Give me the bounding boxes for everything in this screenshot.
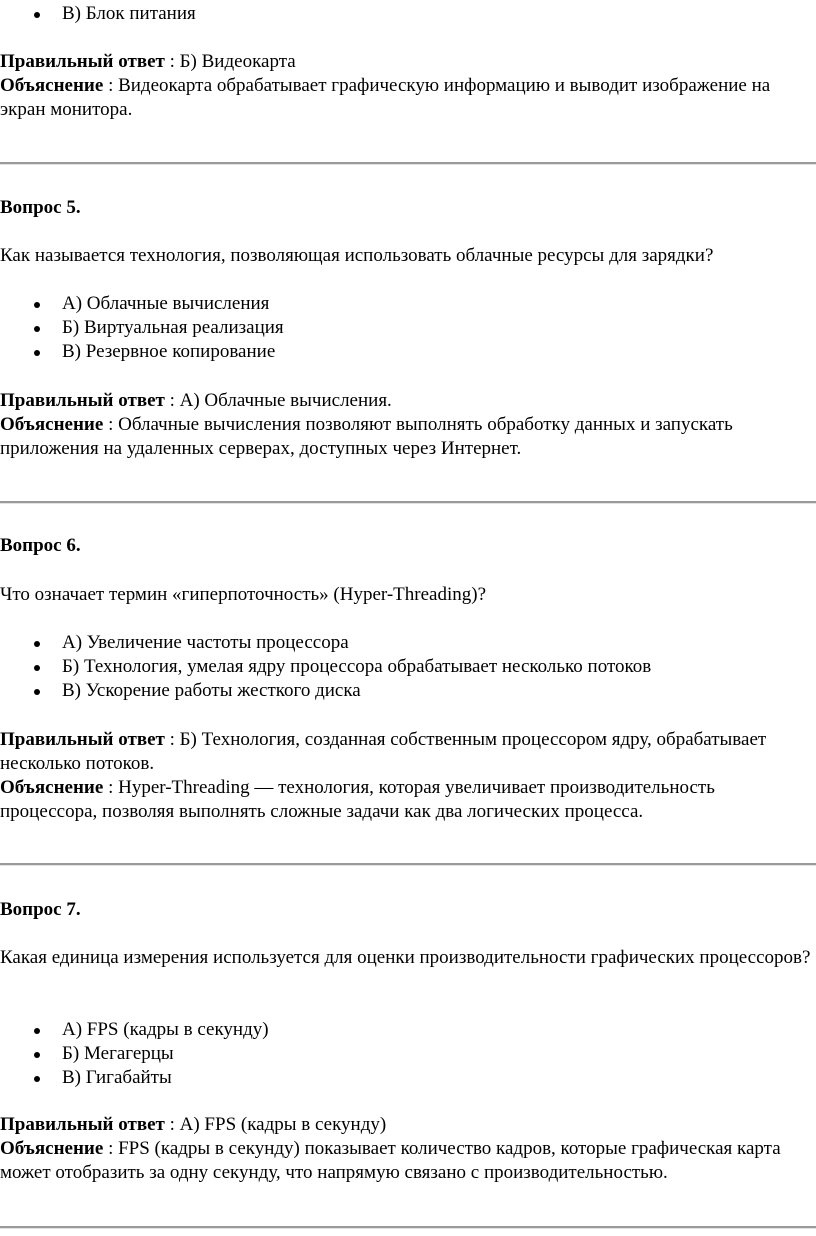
explanation-label: Объяснение [0, 414, 104, 435]
explanation-line [0, 776, 812, 824]
option-item: В) Гигабайты [0, 1066, 812, 1090]
option-item: В) Резервное копирование [0, 340, 812, 364]
divider [0, 501, 816, 504]
explanation-text: : Видеокарта обрабатывает графическую информацию и выводит изображение на экран монитора. [0, 75, 771, 120]
answer-label: Правильный ответ [0, 390, 165, 411]
options-list [0, 292, 812, 364]
explanation-text: : Hyper-Threading — технология, которая увеличивает производительность процессора, позволяя выполнять сложные задачи как два логических процесса. [0, 777, 715, 822]
answer-line [0, 389, 812, 413]
question-title: Вопрос 5. [0, 197, 81, 218]
explanation-text: : Облачные вычисления позволяют выполнять обработку данных и запускать приложения на удаленных серверах, доступных через Интернет. [0, 414, 733, 459]
answer-label: Правильный ответ [0, 1114, 165, 1135]
explanation-label: Объяснение [0, 777, 104, 798]
divider [0, 162, 816, 165]
explanation-label: Объяснение [0, 1138, 104, 1159]
explanation-line [0, 74, 812, 122]
answer-block [0, 728, 812, 824]
option-item: В) Ускорение работы жесткого диска [0, 679, 812, 703]
prev-options-list [0, 2, 812, 26]
answer-block [0, 1113, 812, 1185]
options-list [0, 1018, 812, 1090]
option-item: Б) Мегагерцы [0, 1042, 812, 1066]
option-item: В) Блок питания [0, 2, 812, 26]
explanation-text: : FPS (кадры в секунду) показывает количество кадров, которые графическая карта может отобразить за одну секунду, что напрямую связано с производительностью. [0, 1138, 781, 1183]
option-item: А) FPS (кадры в секунду) [0, 1018, 812, 1042]
option-item: А) Облачные вычисления [0, 292, 812, 316]
answer-text: : А) Облачные вычисления. [164, 390, 392, 411]
answer-text: : Б) Технология, созданная собственным процессором ядру, обрабатывает несколько потоков. [0, 729, 767, 774]
explanation-line [0, 1137, 812, 1185]
question-title: Вопрос 7. [0, 899, 81, 920]
prev-answer-block [0, 50, 812, 122]
question-title: Вопрос 6. [0, 535, 81, 556]
divider [0, 863, 816, 866]
question-text: Как называется технология, позволяющая использовать облачные ресурсы для зарядки? [0, 245, 714, 266]
answer-block [0, 389, 812, 461]
answer-text: : А) FPS (кадры в секунду) [164, 1114, 387, 1135]
options-list [0, 631, 812, 703]
option-item: Б) Виртуальная реализация [0, 316, 812, 340]
option-item: А) Увеличение частоты процессора [0, 631, 812, 655]
divider [0, 1226, 816, 1229]
explanation-label: Объяснение [0, 75, 104, 96]
question-text: Какая единица измерения используется для оценки производительности графических процессоров? [0, 947, 811, 968]
option-item: Б) Технология, умелая ядру процессора обрабатывает несколько потоков [0, 655, 812, 679]
explanation-line [0, 413, 812, 461]
answer-label: Правильный ответ [0, 51, 165, 72]
answer-label: Правильный ответ [0, 729, 165, 750]
answer-line [0, 1113, 812, 1137]
answer-line [0, 728, 812, 776]
question-text: Что означает термин «гиперпоточность» (Hyper-Threading)? [0, 584, 487, 605]
answer-text: : Б) Видеокарта [164, 51, 296, 72]
answer-line [0, 50, 812, 74]
